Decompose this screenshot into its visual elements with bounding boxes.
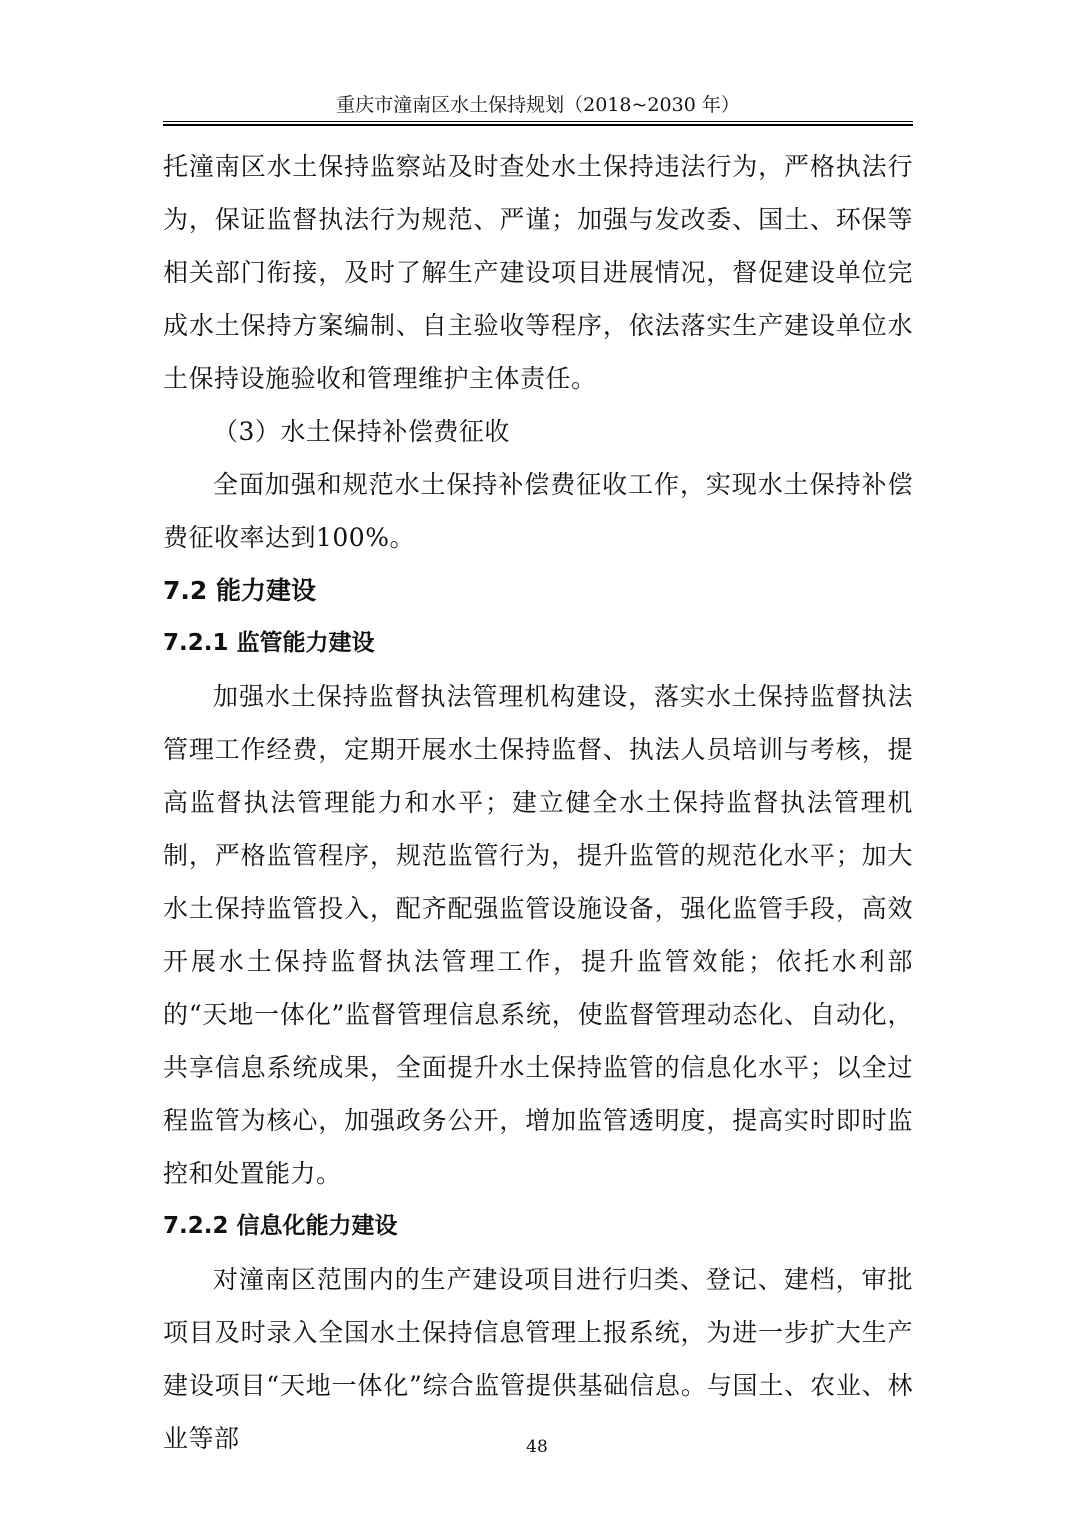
paragraph-informatization: 对潼南区范围内的生产建设项目进行归类、登记、建档，审批项目及时录入全国水土保持信息管理上报系统，为进一步扩大生产建设项目“天地一体化”综合监管提供基础信息。与国土、农业、林业等部 — [163, 1265, 913, 1453]
header-rule-thick — [163, 124, 913, 126]
document-body — [163, 140, 913, 1465]
section-heading-7-2-2: 7.2.2 信息化能力建设 — [163, 1213, 398, 1239]
section-heading-7-2-1: 7.2.1 监管能力建设 — [163, 630, 375, 656]
section-heading-7-2: 7.2 能力建设 — [163, 576, 316, 605]
paragraph-compensation-fee: 全面加强和规范水土保持补偿费征收工作，实现水土保持补偿费征收率达到100%。 — [163, 470, 913, 552]
page-number: 48 — [526, 1437, 548, 1457]
running-header: 重庆市潼南区水土保持规划（2018~2030 年） — [336, 94, 740, 116]
paragraph-enforcement: 托潼南区水土保持监察站及时查处水土保持违法行为，严格执法行为，保证监督执法行为规范、严谨；加强与发改委、国土、环保等相关部门衔接，及时了解生产建设项目进展情况，督促建设单位完成水土保持方案编制、自主验收等程序，依法落实生产建设单位水土保持设施验收和管理维护主体责任。 — [163, 152, 913, 393]
paragraph-supervision-capacity: 加强水土保持监督执法管理机构建设，落实水土保持监督执法管理工作经费，定期开展水土保持监督、执法人员培训与考核，提高监督执法管理能力和水平；建立健全水土保持监督执法管理机制，严格监管程序，规范监管行为，提升监管的规范化水平；加大水土保持监管投入，配齐配强监管设施设备，强化监管手段，高效开展水土保持监督执法管理工作，提升监管效能；依托水利部的“天地一体化”监督管理信息系统，使监督管理动态化、自动化，共享信息系统成果，全面提升水土保持监管的信息化水平；以全过程监管为核心，加强政务公开，增加监管透明度，提高实时即时监控和处置能力。 — [163, 682, 913, 1188]
subheading-compensation-fee: （3）水土保持补偿费征收 — [213, 417, 510, 446]
header-rule-thin — [163, 121, 913, 122]
